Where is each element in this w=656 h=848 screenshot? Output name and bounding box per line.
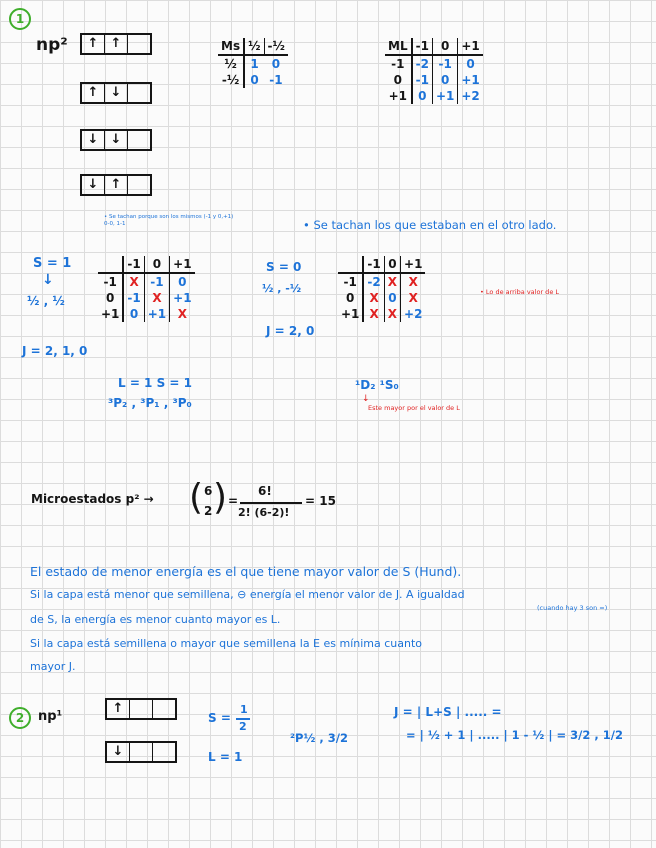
lt-cell-crossed: X — [177, 307, 187, 321]
rt-row-key: +1 — [338, 306, 363, 322]
left-table — [98, 256, 195, 322]
ml-col: 0 — [432, 38, 457, 55]
note-right: • Se tachan los que estaban en el otro lado. — [303, 218, 557, 232]
ml-row-key: -1 — [385, 55, 412, 72]
rt-cell-crossed: X — [384, 273, 400, 290]
microstates-text: Microestados p² → — [31, 492, 154, 506]
rule-line-1: El estado de menor energía es el que tiene mayor valor de S (Hund). — [30, 564, 462, 579]
rule-line-2: Si la capa está menor que semillena, ⊖ energía el menor valor de J. A igualdad — [30, 588, 465, 601]
rt-cell-crossed: X — [408, 291, 418, 305]
rt-row-key: -1 — [338, 273, 363, 290]
j0-label: J = 2, 0 — [266, 324, 315, 338]
ml-row-key: 0 — [385, 72, 412, 88]
term-LS: L = 1 S = 1 — [118, 376, 192, 390]
binom-close-paren: ) — [213, 477, 228, 518]
ml-cell: 0 — [412, 88, 433, 104]
np1-s-label: S = — [208, 711, 231, 725]
ml-cell: 0 — [466, 57, 475, 71]
lt-row-key: +1 — [98, 306, 123, 322]
orbital-cell: ↓ — [105, 131, 128, 149]
orbital-box-4 — [80, 174, 152, 196]
rule-line-5: mayor J. — [30, 660, 76, 673]
lt-cell-crossed: X — [123, 273, 144, 290]
orbital-cell: ↓ — [82, 176, 105, 194]
orbital-box-np1-2 — [105, 741, 177, 763]
ml-cell: -2 — [412, 55, 433, 72]
orbital-cell — [128, 84, 150, 102]
ms-cell: 0 — [250, 73, 259, 87]
orbital-cell: ↑ — [107, 700, 130, 718]
section-number-2: 2 — [9, 707, 31, 729]
rule-line-3: de S, la energía es menor cuanto mayor es L. — [30, 613, 281, 626]
orbital-cell — [128, 35, 150, 53]
orbital-cell: ↓ — [105, 84, 128, 102]
red-arrow-icon: ↓ — [362, 394, 370, 404]
rt-cell-crossed: X — [363, 306, 384, 322]
orbital-box-3 — [80, 129, 152, 151]
np1-j-line-2: = | ½ + 1 | ..... | 1 - ½ | = 3/2 , 1/2 — [406, 728, 623, 742]
orbital-box-2 — [80, 82, 152, 104]
lt-cell: 0 — [123, 306, 144, 322]
microstates-result: = 15 — [305, 494, 336, 508]
rule-line-2-note: (cuando hay 3 son =) — [537, 604, 608, 612]
orbital-cell: ↓ — [107, 743, 130, 761]
ms-col: ½ — [244, 38, 264, 55]
config-np2: np² — [36, 35, 68, 55]
orbital-cell — [153, 700, 175, 718]
ml-col: -1 — [412, 38, 433, 55]
ml-cell: -1 — [412, 72, 433, 88]
lt-cell: -1 — [123, 290, 144, 306]
s0-label: S = 0 — [266, 260, 302, 274]
ms-corner: Ms — [218, 38, 244, 55]
ml-cell: +1 — [461, 73, 480, 87]
rt-corner — [338, 256, 363, 273]
frac-num: 6! — [258, 484, 272, 498]
binom-open-paren: ( — [189, 477, 204, 518]
small-note-left: • Se tachan porque son los mismos (-1 y 0,+1) 0-0, 1-1 — [104, 214, 234, 227]
orbital-cell — [153, 743, 175, 761]
rt-col: +1 — [401, 256, 426, 273]
rt-cell: +2 — [404, 307, 423, 321]
rt-cell-crossed: X — [363, 290, 384, 306]
rt-col: -1 — [363, 256, 384, 273]
rt-col: 0 — [384, 256, 400, 273]
lt-cell-crossed: X — [144, 290, 169, 306]
right-table — [338, 256, 425, 322]
terms-triplet: ³P₂ , ³P₁ , ³P₀ — [108, 396, 192, 410]
ml-table — [385, 38, 483, 104]
binom-bottom: 2 — [204, 504, 213, 518]
ms-col: -½ — [264, 38, 288, 55]
s1-label: S = 1 — [33, 256, 72, 271]
orbital-cell: ↑ — [105, 35, 128, 53]
ms-cell: -1 — [269, 73, 283, 87]
ml-col: +1 — [458, 38, 483, 55]
frac-den: 2! (6-2)! — [238, 506, 290, 519]
orbital-cell: ↓ — [82, 131, 105, 149]
lt-col: +1 — [170, 256, 195, 273]
ms-row-key: ½ — [218, 55, 244, 72]
ml-cell: +2 — [461, 89, 480, 103]
orbital-box-1 — [80, 33, 152, 55]
ml-cell: -1 — [432, 55, 457, 72]
ml-cell: +1 — [432, 88, 457, 104]
j-label: J = 2, 1, 0 — [22, 344, 88, 358]
config-np1: np¹ — [38, 709, 63, 724]
ms-cell: 0 — [271, 57, 281, 71]
lt-cell: 0 — [178, 275, 187, 289]
orbital-box-np1-1 — [105, 698, 177, 720]
s0-values: ½ , -½ — [262, 282, 302, 295]
orbital-cell — [130, 743, 153, 761]
terms-singlet: ¹D₂ ¹S₀ — [355, 378, 399, 392]
lt-row-key: 0 — [98, 290, 123, 306]
s1-values: ½ , ½ — [27, 294, 65, 308]
lt-cell: -1 — [144, 273, 169, 290]
red-note-right: • Lo de arriba valor de L — [480, 288, 559, 296]
orbital-cell: ↑ — [82, 84, 105, 102]
orbital-cell: ↑ — [82, 35, 105, 53]
rule-line-4: Si la capa está semillena o mayor que semillena la E es mínima cuanto — [30, 637, 423, 650]
ms-row-key: -½ — [218, 72, 244, 88]
orbital-cell — [128, 176, 150, 194]
ml-corner: ML — [385, 38, 412, 55]
red-note-under: Este mayor por el valor de L — [368, 404, 460, 412]
lt-corner — [98, 256, 123, 273]
lt-row-key: -1 — [98, 273, 123, 290]
rt-cell: -2 — [363, 273, 384, 290]
lt-cell: +1 — [144, 306, 169, 322]
equals-sign: = — [228, 494, 239, 508]
np1-s-num: 1 — [240, 703, 248, 716]
ml-row-key: +1 — [385, 88, 412, 104]
np1-j-line-1: J = | L+S | ..... = — [394, 705, 502, 719]
orbital-cell — [130, 700, 153, 718]
lt-cell: +1 — [173, 291, 192, 305]
rt-cell: 0 — [384, 290, 400, 306]
lt-col: 0 — [144, 256, 169, 273]
frac-bar — [240, 502, 302, 504]
binom-top: 6 — [204, 484, 213, 498]
rt-cell-crossed: X — [408, 275, 418, 289]
orbital-cell — [128, 131, 150, 149]
s1-arrow: ↓ — [42, 272, 54, 288]
lt-col: -1 — [123, 256, 144, 273]
orbital-cell: ↑ — [105, 176, 128, 194]
rt-row-key: 0 — [338, 290, 363, 306]
np1-l-label: L = 1 — [208, 750, 243, 764]
ms-table — [218, 38, 288, 88]
ms-cell: 1 — [250, 57, 259, 71]
rt-cell-crossed: X — [384, 306, 400, 322]
np1-s-den: 2 — [239, 720, 247, 733]
np1-term: ²P½ , 3/2 — [290, 731, 348, 745]
ml-cell: 0 — [432, 72, 457, 88]
section-number-1: 1 — [9, 8, 31, 30]
